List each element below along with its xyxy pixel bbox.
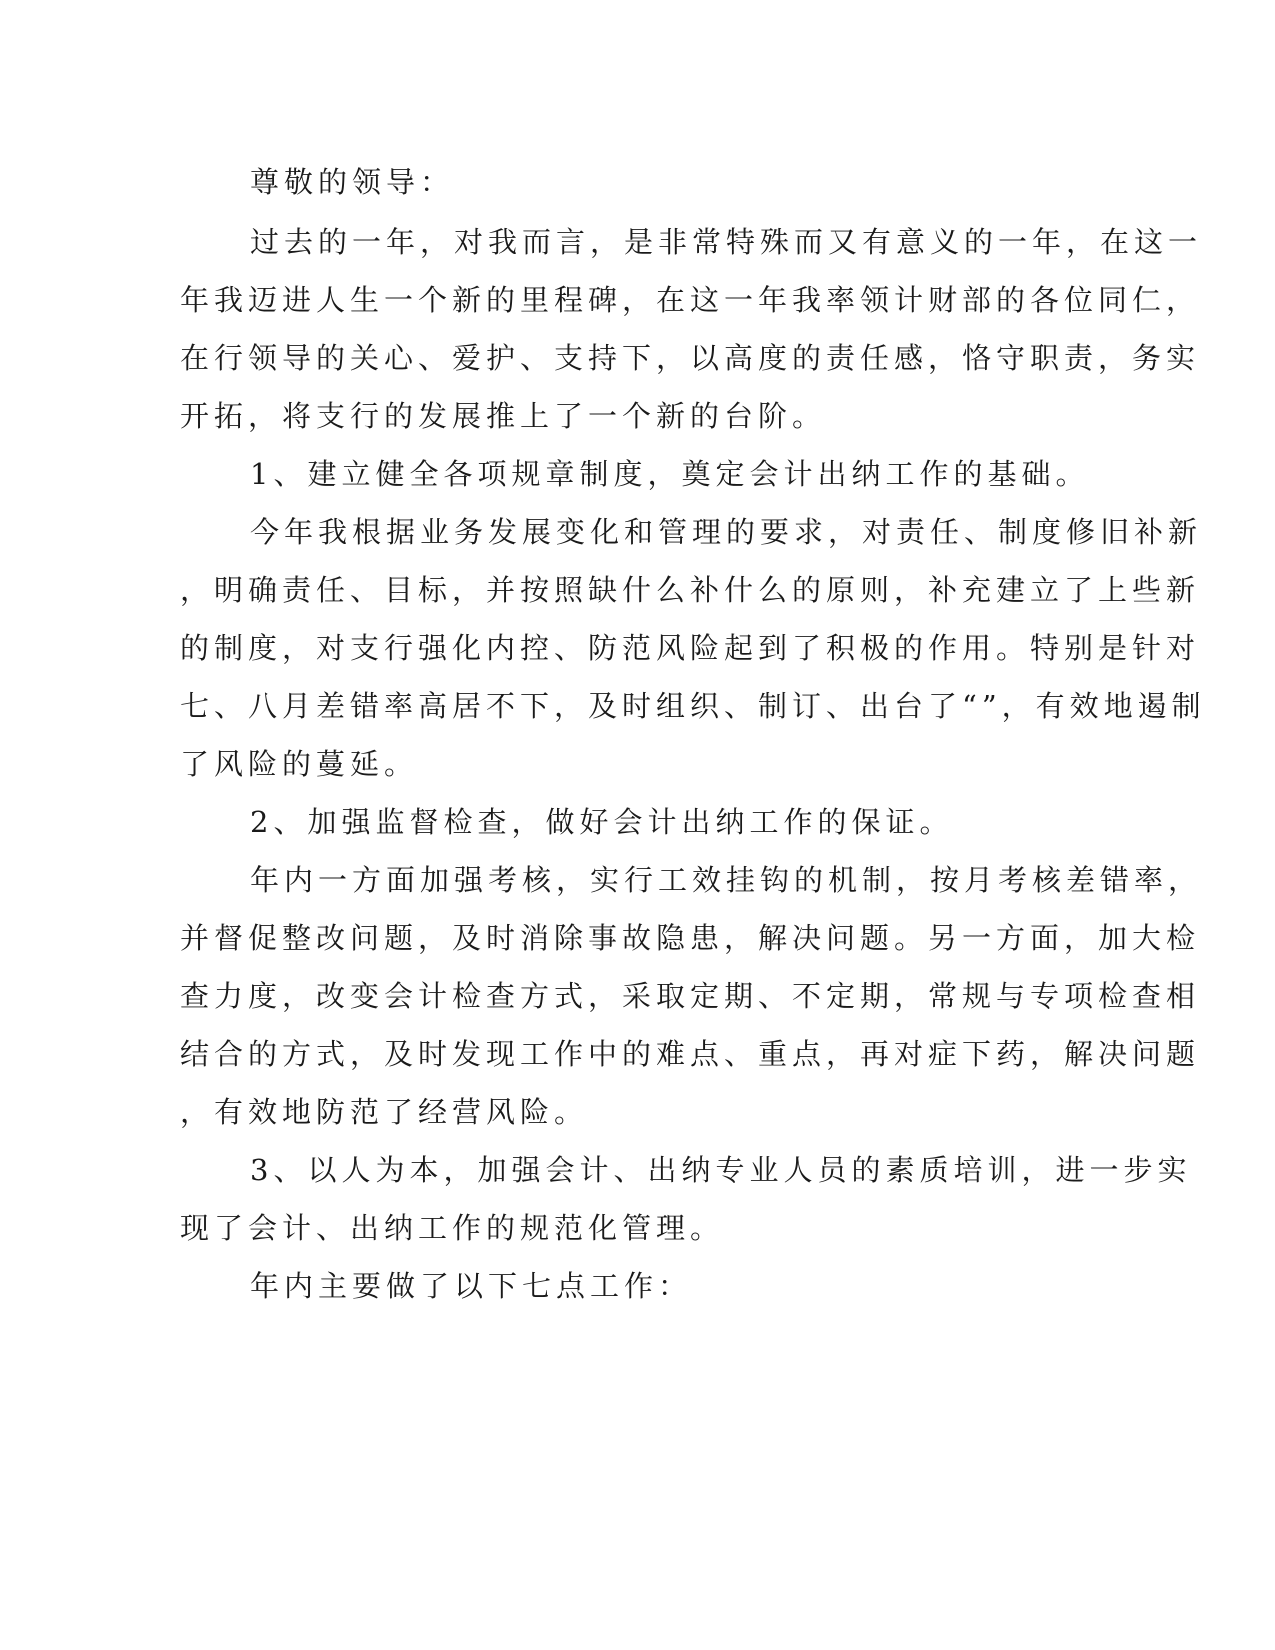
paragraph-3-line-1: 年内一方面加强考核，实行工效挂钩的机制，按月考核差错率， (250, 863, 1203, 897)
section-heading-3-line-1: 3、以人为本，加强会计、出纳专业人员的素质培训，进一步实 (250, 1153, 1192, 1187)
salutation: 尊敬的领导： (250, 165, 455, 199)
paragraph-3-line-3: 查力度，改变会计检查方式，采取定期、不定期，常规与专项检查相 (180, 979, 1201, 1013)
paragraph-1-line-4: 开拓，将支行的发展推上了一个新的台阶。 (180, 399, 827, 433)
paragraph-2-line-5: 了风险的蔓延。 (180, 747, 419, 781)
section-heading-2: 2、加强监督检查，做好会计出纳工作的保证。 (250, 805, 954, 839)
paragraph-1-line-1: 过去的一年，对我而言，是非常特殊而又有意义的一年，在这一 (250, 225, 1203, 259)
paragraph-3-line-4: 结合的方式，及时发现工作中的难点、重点，再对症下药，解决问题 (180, 1037, 1201, 1071)
section-heading-1: 1、建立健全各项规章制度，奠定会计出纳工作的基础。 (250, 457, 1090, 491)
paragraph-2-line-3: 的制度，对支行强化内控、防范风险起到了积极的作用。特别是针对 (180, 631, 1201, 665)
paragraph-1-line-2: 年我迈进人生一个新的里程碑，在这一年我率领计财部的各位同仁， (180, 283, 1201, 317)
paragraph-3-line-5: ，有效地防范了经营风险。 (180, 1095, 589, 1129)
paragraph-4-line-1: 年内主要做了以下七点工作： (250, 1269, 693, 1303)
paragraph-1-line-3: 在行领导的关心、爱护、支持下，以高度的责任感，恪守职责，务实 (180, 341, 1201, 375)
paragraph-2-line-2: ，明确责任、目标，并按照缺什么补什么的原则，补充建立了上些新 (180, 573, 1201, 607)
paragraph-2-line-1: 今年我根据业务发展变化和管理的要求，对责任、制度修旧补新 (250, 515, 1203, 549)
paragraph-2-line-4: 七、八月差错率高居不下，及时组织、制订、出台了“”，有效地遏制 (180, 689, 1206, 723)
section-heading-3-line-2: 现了会计、出纳工作的规范化管理。 (180, 1211, 725, 1245)
paragraph-3-line-2: 并督促整改问题，及时消除事故隐患，解决问题。另一方面，加大检 (180, 921, 1201, 955)
